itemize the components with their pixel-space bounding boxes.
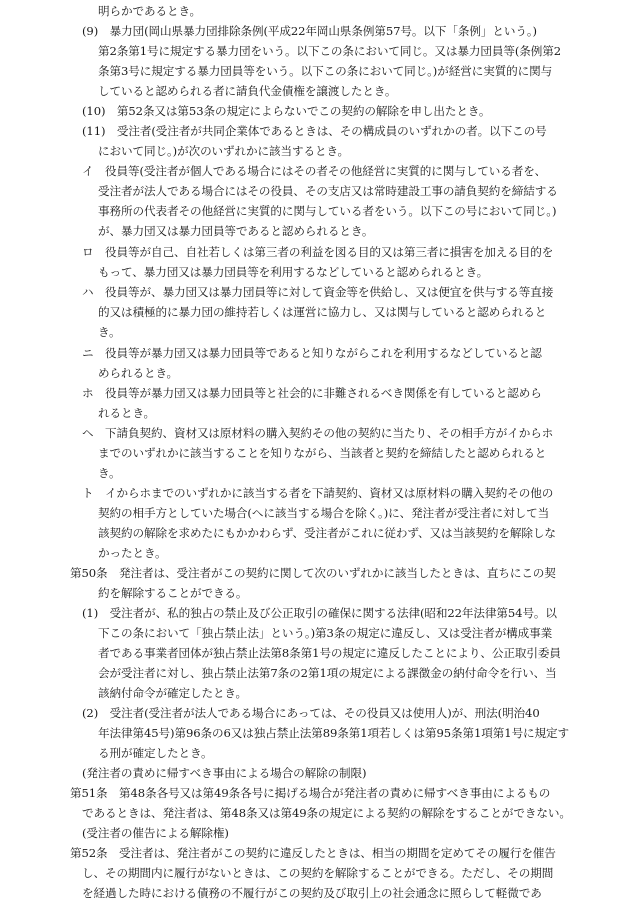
text-line: 該納付命令が確定したとき。 bbox=[98, 686, 247, 700]
text-line: 第50条 発注者は、受注者がこの契約に関して次のいずれかに該当したときは、直ちにこの契 bbox=[70, 566, 556, 580]
text-line: 第2条第1号に規定する暴力団をいう。以下この条において同じ。又は暴力団員等(条例第2 bbox=[98, 44, 562, 58]
text-line: められるとき。 bbox=[98, 366, 178, 380]
text-line: であるときは、発注者は、第48条又は第49条の規定による契約の解除をすることができない。 bbox=[82, 806, 571, 820]
text-line: 事務所の代表者その他経営に実質的に関与している者をいう。以下この号において同じ。) bbox=[98, 204, 557, 218]
text-line: イ 役員等(受注者が個人である場合にはその者その他経営に実質的に関与している者を、 bbox=[82, 164, 547, 178]
text-line: 受注者が法人である場合にはその役員、その支店又は常時建設工事の請負契約を締結する bbox=[98, 184, 558, 198]
text-line: 契約の相手方としていた場合(へに該当する場合を除く。)に、発注者が受注者に対して当 bbox=[98, 506, 550, 520]
text-line: ロ 役員等が自己、自社若しくは第三者の利益を図る目的又は第三者に損害を加える目的を bbox=[82, 245, 554, 259]
text-line: ハ 役員等が、暴力団又は暴力団員等に対して資金等を供給し、又は便宜を供与する等直接 bbox=[82, 285, 554, 299]
text-line: し、その期間内に履行がないときは、この契約を解除することができる。ただし、その期間 bbox=[82, 866, 554, 880]
text-line: 該契約の解除を求めたにもかかわらず、受注者がこれに従わず、又は当該契約を解除しな bbox=[98, 526, 556, 540]
text-line: (2) 受注者(受注者が法人である場合にあっては、その役員又は使用人)が、刑法(明治40 bbox=[82, 706, 540, 720]
text-line: 的又は積極的に暴力団の維持若しくは運営に協力し、又は関与していると認められると bbox=[98, 305, 547, 319]
text-line: 会が受注者に対し、独占禁止法第7条の2第1項の規定による課徴金の納付命令を行い、当 bbox=[98, 666, 557, 680]
text-line: 約を解除することができる。 bbox=[98, 586, 248, 600]
text-line: ヘ 下請負契約、資材又は原材料の購入契約その他の契約に当たり、その相手方がイからホ bbox=[82, 426, 554, 440]
text-line: が、暴力団又は暴力団員等であると認められるとき。 bbox=[98, 224, 374, 238]
text-line: していると認められる者に請負代金債権を譲渡したとき。 bbox=[98, 84, 397, 98]
text-line: (10) 第52条又は第53条の規定によらないでこの契約の解除を申し出たとき。 bbox=[82, 104, 491, 118]
text-line: ト イからホまでのいずれかに該当する者を下請契約、資材又は原材料の購入契約その他の bbox=[82, 486, 554, 500]
text-line: る刑が確定したとき。 bbox=[98, 746, 213, 760]
text-line: を経過した時における債務の不履行がこの契約及び取引上の社会通念に照らして軽微であ bbox=[82, 886, 542, 900]
text-line: (9) 暴力団(岡山県暴力団排除条例(平成22年岡山県条例第57号。以下「条例」という。) bbox=[82, 24, 537, 38]
text-line: 条第3号に規定する暴力団員等をいう。以下この条において同じ。)が経営に実質的に関与 bbox=[98, 64, 553, 78]
text-line: ホ 役員等が暴力団又は暴力団員等と社会的に非難されるべき関係を有していると認めら bbox=[82, 386, 542, 400]
text-line: 下この条において「独占禁止法」という。)第3条の規定に違反し、又は受注者が構成事業 bbox=[98, 626, 553, 640]
text-line: かったとき。 bbox=[98, 546, 167, 560]
text-line: において同じ。)が次のいずれかに該当するとき。 bbox=[98, 144, 350, 158]
text-line: 第52条 受注者は、発注者がこの契約に違反したときは、相当の期間を定めてその履行を催告 bbox=[70, 846, 556, 860]
text-line: 明らかであるとき。 bbox=[98, 4, 201, 18]
text-line: もって、暴力団又は暴力団員等を利用するなどしていると認められるとき。 bbox=[98, 265, 489, 279]
text-line: 年法律第45号)第96条の6又は独占禁止法第89条第1項若しくは第95条第1項第1号に規定す bbox=[98, 726, 570, 740]
text-line: (1) 受注者が、私的独占の禁止及び公正取引の確保に関する法律(昭和22年法律第54号。以 bbox=[82, 606, 557, 620]
text-line: 第51条 第48条各号又は第49条各号に掲げる場合が発注者の責めに帰すべき事由によるもの bbox=[70, 786, 551, 800]
text-line: き。 bbox=[98, 466, 121, 480]
section-heading: (発注者の責めに帰すべき事由による場合の解除の制限) bbox=[82, 766, 367, 780]
text-line: (11) 受注者(受注者が共同企業体であるときは、その構成員のいずれかの者。以下この号 bbox=[82, 124, 547, 138]
text-line: までのいずれかに該当することを知りながら、当該者と契約を締結したと認められると bbox=[98, 446, 547, 460]
text-line: 者である事業者団体が独占禁止法第8条第1号の規定に違反したことにより、公正取引委員 bbox=[98, 646, 561, 660]
text-line: き。 bbox=[98, 325, 121, 339]
text-line: ニ 役員等が暴力団又は暴力団員等であると知りながらこれを利用するなどしていると認 bbox=[82, 346, 542, 360]
text-line: れるとき。 bbox=[98, 406, 156, 420]
section-heading: (受注者の催告による解除権) bbox=[82, 826, 229, 840]
